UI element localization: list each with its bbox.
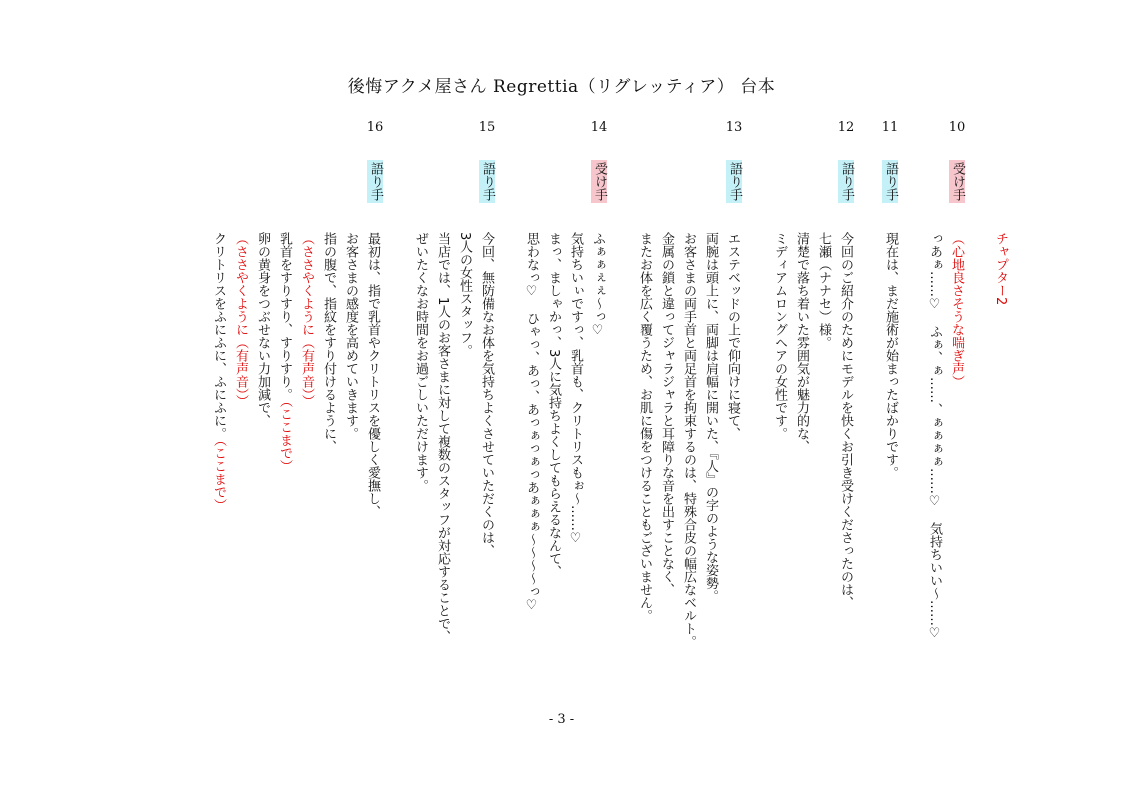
- dialogue-line: 清楚で落ち着いた雰囲気が魅力的な、: [794, 232, 809, 453]
- stage-direction: （ささやくように（有声音））: [299, 232, 314, 408]
- dialogue-block-16: [207, 232, 383, 702]
- dialogue-line: ぜいたくなお時間をお過ごしいただけます。: [413, 232, 428, 492]
- dialogue-line: 現在は、まだ施術が始まったばかりです。: [883, 232, 898, 479]
- dialogue-block-14: [520, 232, 608, 702]
- dialogue-line: お客さまの両手首と両足首を拘束するのは、特殊合皮の幅広なベルト。: [681, 232, 696, 648]
- dialogue-line: 思わなっ♡ ひゃっ、あっ、あっぁっぁっあぁぁぁ～～～～っ♡: [524, 232, 539, 613]
- speaker-label-12: 語り手: [839, 162, 854, 201]
- line-number-10: 10: [948, 120, 966, 135]
- line-number-14: 14: [590, 120, 608, 135]
- chapter-heading: チャプター2: [993, 232, 1008, 306]
- dialogue-line: ミディアムロングヘアの女性です。: [772, 232, 787, 440]
- stage-direction: （ささやくように（有声音））: [233, 232, 248, 408]
- dialogue-block-15: [409, 232, 497, 702]
- stage-direction: （心地良さそうな喘ぎ声）: [949, 232, 964, 388]
- stage-direction-end: （ここまで）: [211, 440, 226, 512]
- line-number-15: 15: [478, 120, 496, 135]
- speaker-label-15: 語り手: [480, 162, 495, 201]
- dialogue-line: 両腕は頭上に、両脚は肩幅に開いた、『人』の字のような姿勢。: [703, 232, 718, 603]
- dialogue-block-10: [923, 232, 967, 702]
- dialogue-block-11: [879, 232, 901, 702]
- speaker-label-14: 受け手: [592, 162, 607, 201]
- dialogue-line: 気持ちいぃですっ、乳首も、クリトリスもぉ～……♡: [568, 232, 583, 546]
- dialogue-line: 金属の鎖と違ってジャラジャラと耳障りな音を出すことなく、: [659, 232, 674, 596]
- dialogue-line: [207, 232, 229, 702]
- dialogue-line: 指の腹で、指紋をすり付けるように、: [321, 232, 336, 453]
- dialogue-block-12: [768, 232, 856, 702]
- dialogue-line: っあぁ……♡ ふぁ、ぁ……、ぁぁぁぁ……♡ 気持ちいい～……♡: [927, 232, 942, 641]
- line-number-16: 16: [366, 120, 384, 135]
- line-number-12: 12: [837, 120, 855, 135]
- page-number: - 3 -: [548, 712, 575, 727]
- dialogue-line: 今回、無防備なお体を気持ちよくさせていただくのは、: [479, 232, 494, 557]
- dialogue-line: 当店では、1人のお客さまに対して複数のスタッフが対応することで、: [435, 232, 450, 644]
- line-number-13: 13: [725, 120, 743, 135]
- dialogue-block-13: [633, 232, 743, 702]
- speaker-label-13: 語り手: [727, 162, 742, 201]
- speaker-label-11: 語り手: [883, 162, 898, 201]
- speaker-label-16: 語り手: [368, 162, 383, 201]
- dialogue-line: 七瀬（ナナセ）様。: [816, 232, 831, 349]
- dialogue-line: 今回のご紹介のためにモデルを快くお引き受けくださったのは、: [838, 232, 853, 609]
- chapter-heading-block: [989, 232, 1011, 702]
- dialogue-line: 3人の女性スタッフ。: [457, 232, 472, 358]
- page-title: 後悔アクメ屋さん Regrettia（リグレッティア） 台本: [347, 77, 776, 97]
- dialogue-line: エステベッドの上で仰向けに寝て、: [725, 232, 740, 440]
- dialogue-line: 最初は、指で乳首やクリトリスを優しく愛撫し、: [365, 232, 380, 518]
- line-number-11: 11: [881, 120, 899, 135]
- dialogue-text: 乳首をすりすり、すりすり。: [277, 232, 292, 401]
- dialogue-line: お客さまの感度を高めていきます。: [343, 232, 358, 440]
- dialogue-line: まっ、ましゃかっ、3人に気持ちよくしてもらえるなんて、: [546, 232, 561, 579]
- speaker-label-10: 受け手: [950, 162, 965, 201]
- dialogue-line: 卵の黄身をつぶせない力加減で、: [255, 232, 270, 427]
- dialogue-line: [273, 232, 295, 702]
- dialogue-line: ふぁぁぇぇ～っ♡: [590, 232, 605, 338]
- stage-direction-end: （ここまで）: [277, 401, 292, 473]
- dialogue-line: またお体を広く覆うため、お肌に傷をつけることもございません。: [637, 232, 652, 622]
- dialogue-text: クリトリスをふにふに、ふにふに。: [211, 232, 226, 440]
